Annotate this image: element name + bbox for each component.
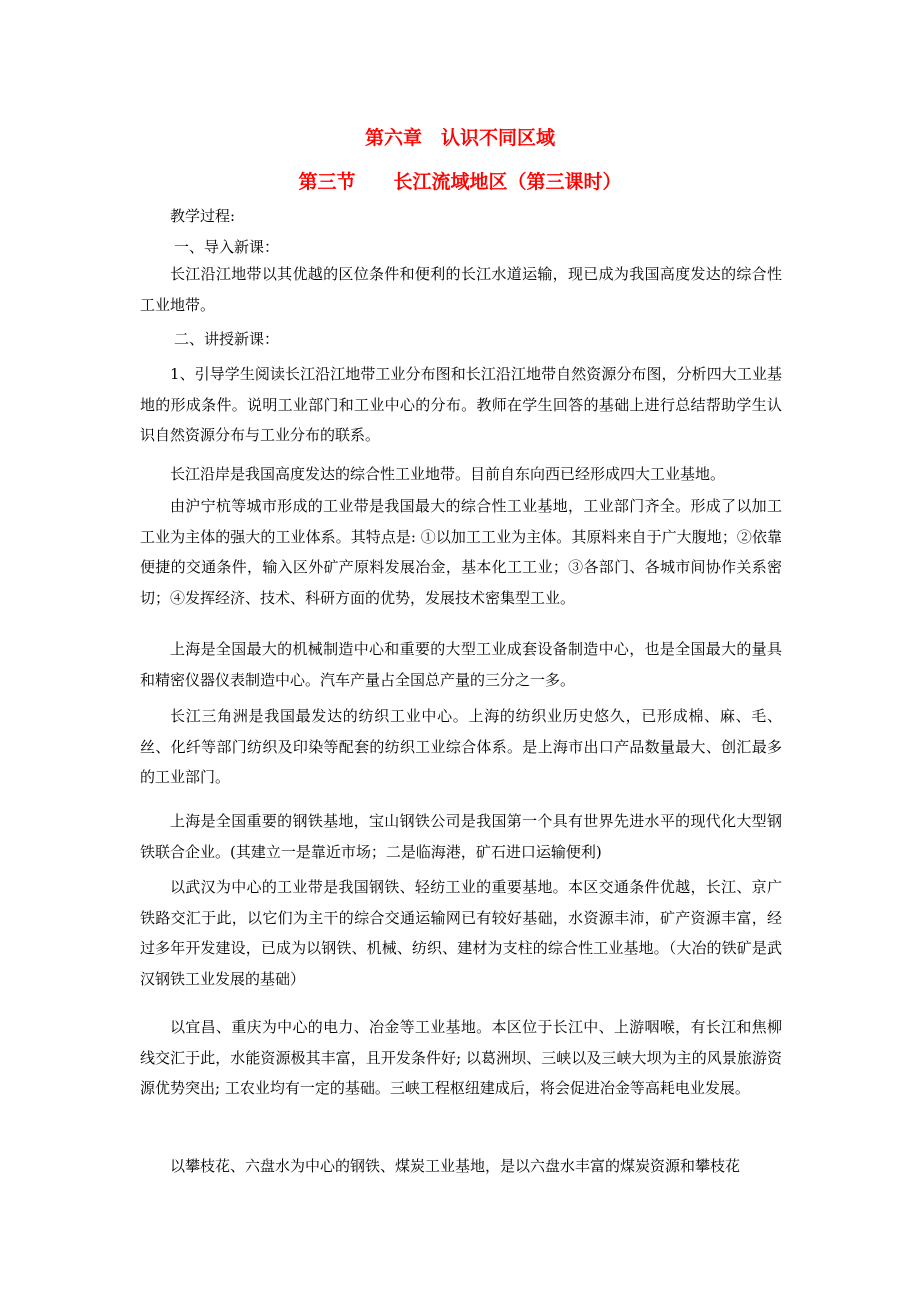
paragraph-textile: 长江三角洲是我国最发达的纺织工业中心。上海的纺织业历史悠久，已形成棉、麻、毛、丝、化纤等部门纺织及印染等配套的纺织工业综合体系。是上海市出口产品数量最大、创汇最多的工业部门。: [140, 707, 782, 786]
intro-paragraph: 长江沿江地带以其优越的区位条件和便利的长江水道运输，现已成为我国高度发达的综合性工业地带。: [140, 265, 782, 314]
paragraph-wuhan: 以武汉为中心的工业带是我国钢铁、轻纺工业的重要基地。本区交通条件优越，长江、京广铁路交汇于此，以它们为主干的综合交通运输网已有较好基础，水资源丰沛，矿产资源丰富，经过多年开发建设，已成为以钢铁、机械、纺织、建材为支柱的综合性工业基地。（大冶的铁矿是武汉钢铁工业发展的基础）: [140, 878, 782, 988]
chapter-title: 第六章 认识不同区域: [364, 127, 555, 149]
paragraph-steel: 上海是全国重要的钢铁基地，宝山钢铁公司是我国第一个具有世界先进水平的现代化大型钢铁联合企业。(其建立一是靠近市场；二是临海港，矿石进口运输便利): [140, 812, 782, 861]
paragraph-hu-ning-hang: 由沪宁杭等城市形成的工业带是我国最大的综合性工业基地，工业部门齐全。形成了以加工工业为主体的强大的工业体系。其特点是: ①以加工工业为主体。其原料来自于广大腹地；②依靠便捷的交通条件，输入区外矿产原料发展冶金，基本化工工业；③各部门、各城市间协作关系密切；④发挥经济、技术、科研方面的优势，发展技术密集型工业。: [140, 497, 782, 607]
paragraph-panzhihua: 以攀枝花、六盘水为中心的钢铁、煤炭工业基地，是以六盘水丰富的煤炭资源和攀枝花: [170, 1157, 741, 1175]
paragraph-shanghai-machinery: 上海是全国最大的机械制造中心和重要的大型工业成套设备制造中心，也是全国最大的量具和精密仪器仪表制造中心。汽车产量占全国总产量的三分之一多。: [140, 640, 782, 689]
intro-heading: 一、导入新课：: [174, 238, 280, 256]
teach-heading: 二、讲授新课：: [174, 330, 280, 348]
section-title: 第三节 长江流域地区（第三课时）: [298, 171, 622, 193]
process-label: 教学过程:: [170, 207, 236, 225]
paragraph-yichang-chongqing: 以宜昌、重庆为中心的电力、冶金等工业基地。本区位于长江中、上游咽喉，有长江和焦柳线交汇于此，水能资源极其丰富，且开发条件好; 以葛洲坝、三峡以及三峡大坝为主的风景旅游资源优势突出; 工农业均有一定的基础。三峡工程枢纽建成后，将会促进冶金等高耗电业发展。: [140, 1018, 782, 1097]
paragraph-overview: 长江沿岸是我国高度发达的综合性工业地带。目前自东向西已经形成四大工业基地。: [170, 465, 726, 483]
paragraph-guide: 1、引导学生阅读长江沿江地带工业分布图和长江沿江地带自然资源分布图，分析四大工业基地的形成条件。说明工业部门和工业中心的分布。教师在学生回答的基础上进行总结帮助学生认识自然资源分布与工业分布的联系。: [140, 365, 782, 444]
